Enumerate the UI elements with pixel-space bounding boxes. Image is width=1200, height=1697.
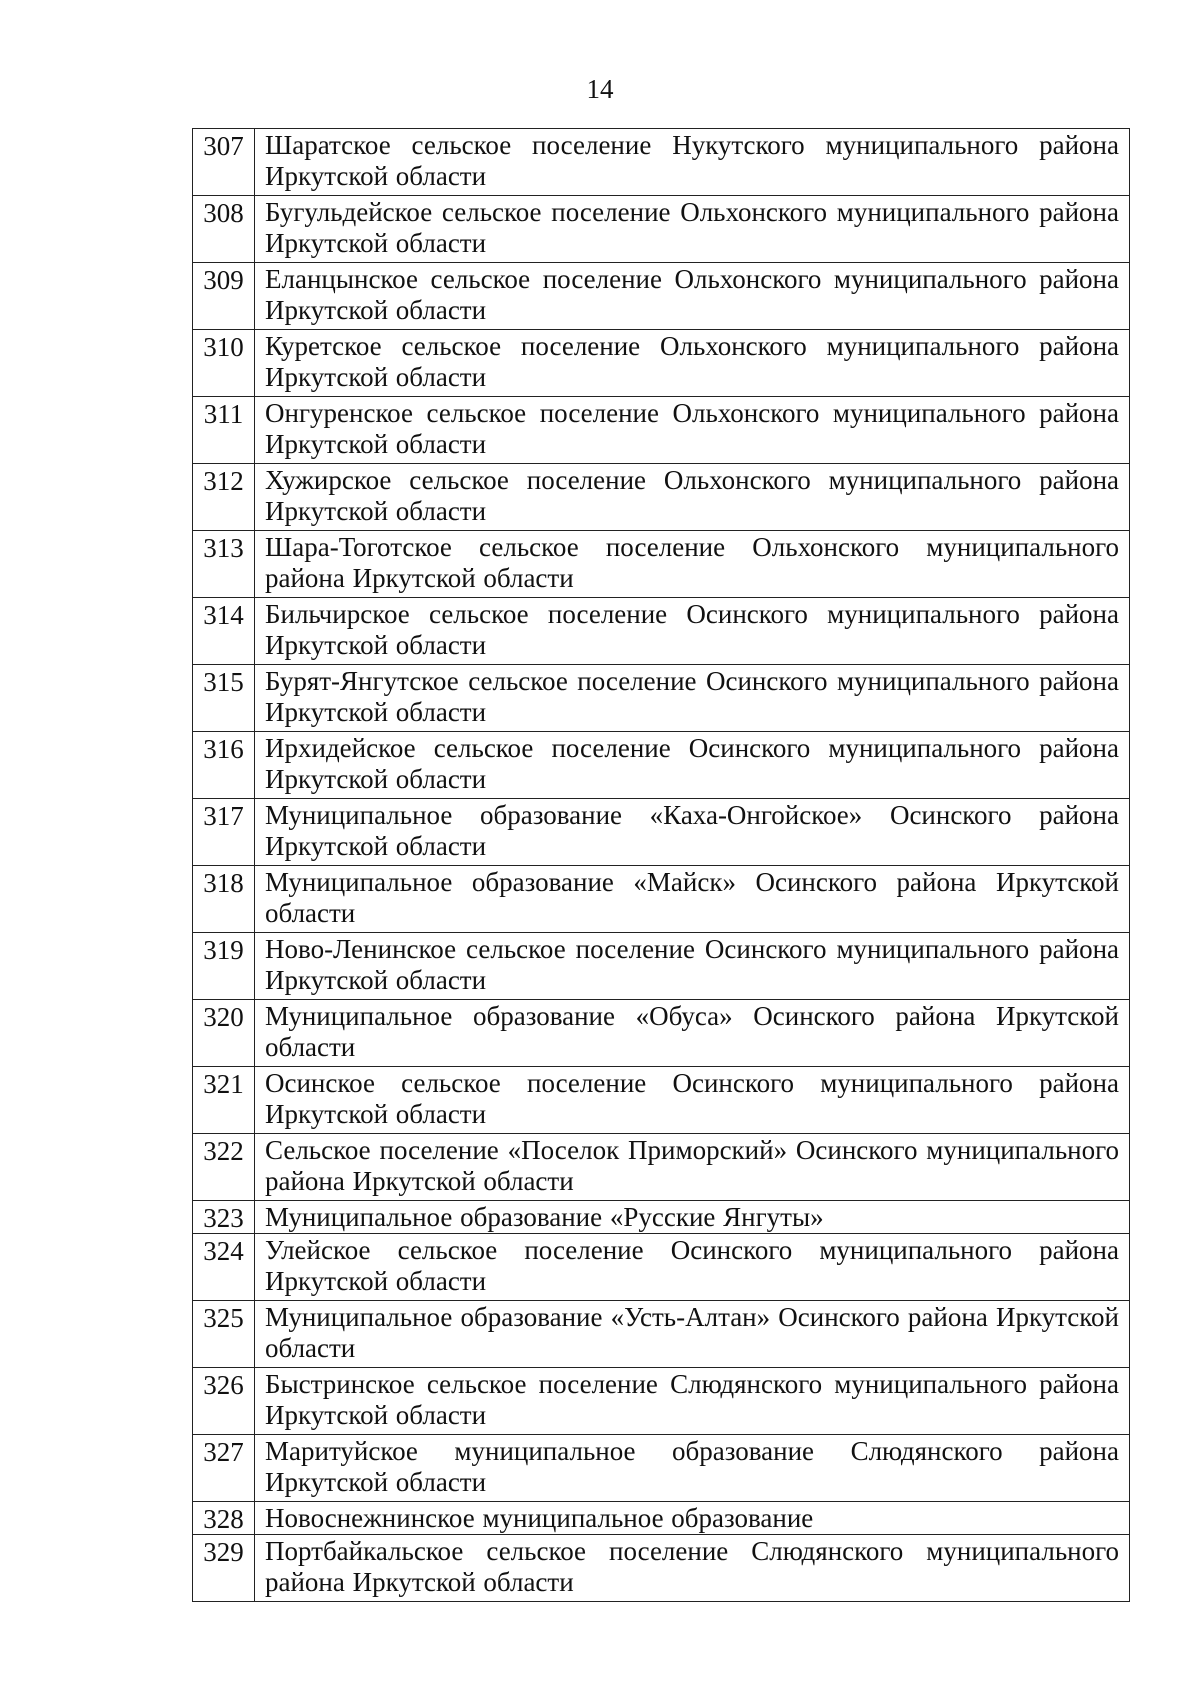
row-number: 324 [193,1234,255,1301]
row-number: 323 [193,1201,255,1234]
table-row [193,1000,1130,1067]
row-name: Шаратское сельское поселение Нукутского муниципального района Иркутской области [255,129,1130,196]
row-number: 328 [193,1502,255,1535]
row-number: 310 [193,330,255,397]
row-name: Муниципальное образование «Каха-Онгойское» Осинского района Иркутской области [255,799,1130,866]
row-number: 326 [193,1368,255,1435]
row-name: Хужирское сельское поселение Ольхонского муниципального района Иркутской области [255,464,1130,531]
row-name: Бугульдейское сельское поселение Ольхонского муниципального района Иркутской области [255,196,1130,263]
table-row [193,129,1130,196]
row-number: 314 [193,598,255,665]
row-number: 311 [193,397,255,464]
row-number: 319 [193,933,255,1000]
row-number: 325 [193,1301,255,1368]
row-number: 327 [193,1435,255,1502]
row-name: Еланцынское сельское поселение Ольхонского муниципального района Иркутской области [255,263,1130,330]
row-number: 322 [193,1134,255,1201]
table-row [193,531,1130,598]
row-number: 320 [193,1000,255,1067]
row-name: Улейское сельское поселение Осинского муниципального района Иркутской области [255,1234,1130,1301]
row-number: 329 [193,1535,255,1602]
table-row [193,598,1130,665]
row-number: 316 [193,732,255,799]
row-number: 309 [193,263,255,330]
municipalities-table [192,128,1130,1602]
row-name: Осинское сельское поселение Осинского муниципального района Иркутской области [255,1067,1130,1134]
table-row [193,196,1130,263]
row-number: 308 [193,196,255,263]
row-number: 313 [193,531,255,598]
table-row [193,330,1130,397]
table-row [193,1201,1130,1234]
table-row [193,866,1130,933]
row-number: 321 [193,1067,255,1134]
row-name: Шара-Тоготское сельское поселение Ольхонского муниципального района Иркутской области [255,531,1130,598]
row-name: Муниципальное образование «Русские Янгуты» [255,1201,1130,1234]
row-number: 312 [193,464,255,531]
row-name: Куретское сельское поселение Ольхонского муниципального района Иркутской области [255,330,1130,397]
page-number: 14 [586,74,614,104]
table-row [193,665,1130,732]
table-row [193,732,1130,799]
table-row [193,397,1130,464]
table-row [193,1502,1130,1535]
table-row [193,933,1130,1000]
row-name: Новоснежнинское муниципальное образование [255,1502,1130,1535]
row-name: Онгуренское сельское поселение Ольхонского муниципального района Иркутской области [255,397,1130,464]
table-row [193,1535,1130,1602]
table-row [193,1134,1130,1201]
row-name: Бильчирское сельское поселение Осинского муниципального района Иркутской области [255,598,1130,665]
row-name: Быстринское сельское поселение Слюдянского муниципального района Иркутской области [255,1368,1130,1435]
row-name: Ирхидейское сельское поселение Осинского муниципального района Иркутской области [255,732,1130,799]
table-row [193,1234,1130,1301]
row-name: Муниципальное образование «Обуса» Осинского района Иркутской области [255,1000,1130,1067]
row-name: Муниципальное образование «Майск» Осинского района Иркутской области [255,866,1130,933]
table-row [193,464,1130,531]
row-number: 315 [193,665,255,732]
table-row [193,1301,1130,1368]
table-row [193,263,1130,330]
row-name: Бурят-Янгутское сельское поселение Осинского муниципального района Иркутской области [255,665,1130,732]
row-number: 307 [193,129,255,196]
row-name: Муниципальное образование «Усть-Алтан» Осинского района Иркутской области [255,1301,1130,1368]
row-name: Портбайкальское сельское поселение Слюдянского муниципального района Иркутской области [255,1535,1130,1602]
table-row [193,1067,1130,1134]
row-name: Маритуйское муниципальное образование Слюдянского района Иркутской области [255,1435,1130,1502]
table-row [193,1368,1130,1435]
row-number: 317 [193,799,255,866]
table-row [193,799,1130,866]
row-name: Сельское поселение «Поселок Приморский» Осинского муниципального района Иркутской области [255,1134,1130,1201]
row-number: 318 [193,866,255,933]
row-name: Ново-Ленинское сельское поселение Осинского муниципального района Иркутской области [255,933,1130,1000]
table-row [193,1435,1130,1502]
